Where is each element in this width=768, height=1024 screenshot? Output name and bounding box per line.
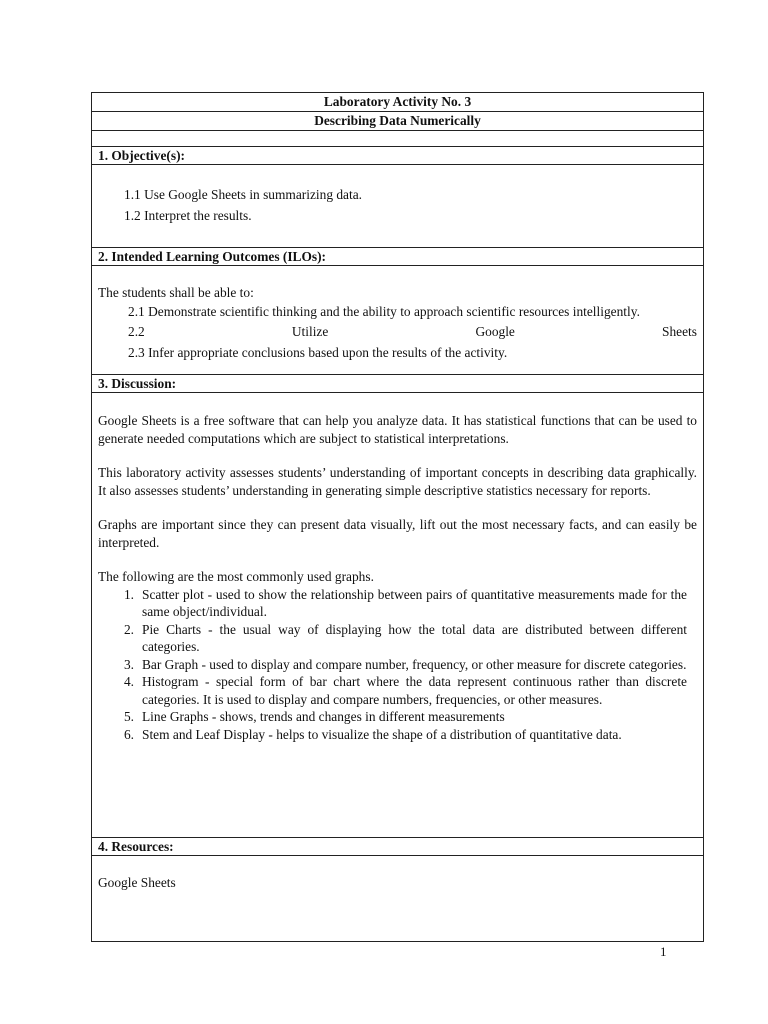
list-item: [98, 673, 697, 708]
list-number: 4.: [123, 674, 134, 689]
page-number: 1: [660, 944, 667, 959]
list-text: Stem and Leaf Display - helps to visualize the shape of a distribution of quantitative data.: [142, 726, 622, 742]
discussion-paragraph: Graphs are important since they can present data visually, lift out the most necessary facts, and can easily be interpreted.: [98, 517, 697, 550]
activity-subtitle: Describing Data Numerically: [92, 112, 704, 131]
resources-text: Google Sheets: [98, 875, 176, 890]
resources-body: [92, 856, 704, 942]
list-text: Bar Graph - used to display and compare number, frequency, or other measure for discrete categories.: [142, 656, 687, 672]
objective-item: 1.1 Use Google Sheets in summarizing data.: [124, 187, 363, 202]
list-number: 1.: [123, 586, 134, 602]
list-text: Line Graphs - shows, trends and changes in different measurements: [142, 709, 505, 724]
list-number: 2.: [123, 621, 134, 637]
list-item: [98, 621, 697, 656]
ilos-header: 2. Intended Learning Outcomes (ILOs):: [92, 248, 704, 266]
ilo-item-2-word: Utilize: [291, 324, 329, 339]
list-number: 3.: [123, 656, 134, 672]
ilos-body: [92, 266, 704, 375]
discussion-paragraph: The following are the most commonly used graphs.: [98, 569, 374, 584]
ilo-item-2: [98, 323, 697, 341]
discussion-header: 3. Discussion:: [92, 375, 704, 393]
discussion-body: [92, 393, 704, 838]
ilo-item-1: 2.1 Demonstrate scientific thinking and the ability to approach scientific resources intelligently.: [128, 303, 640, 319]
ilo-item-2-word: Google: [475, 324, 515, 339]
spacer-row: [92, 131, 704, 147]
list-text: Pie Charts - the usual way of displaying how the total data are distributed between different categories.: [142, 621, 687, 654]
discussion-paragraph: This laboratory activity assesses students’ understanding of important concepts in describing data graphically. It also assesses students’ understanding in generating simple descriptive statistics necessary for reports.: [98, 465, 697, 498]
objective-item: 1.2 Interpret the results.: [124, 207, 252, 223]
ilos-intro: The students shall be able to:: [98, 285, 254, 300]
list-number: 6.: [123, 726, 134, 742]
discussion-paragraph: Google Sheets is a free software that can help you analyze data. It has statistical functions that can be used to generate needed computations which are subject to statistical interpretations.: [98, 413, 697, 446]
list-number: 5.: [123, 709, 134, 724]
ilo-item-2-word: Sheets: [662, 324, 697, 339]
list-text: Scatter plot - used to show the relationship between pairs of quantitative measurements made for the same object/individual.: [142, 586, 687, 619]
objectives-header: 1. Objective(s):: [92, 147, 704, 165]
activity-title: Laboratory Activity No. 3: [92, 93, 704, 112]
list-text: Histogram - special form of bar chart where the data represent continuous rather than discrete categories. It is used to display and compare numbers, frequencies, or other measures.: [142, 674, 687, 707]
graph-list: [98, 586, 697, 744]
objectives-body: [92, 165, 704, 248]
activity-table: [91, 92, 704, 942]
ilo-item-2-word: 2.2: [128, 324, 145, 339]
list-item: [98, 726, 697, 744]
list-item: [98, 586, 697, 621]
resources-header: 4. Resources:: [92, 838, 704, 856]
list-item: [98, 656, 697, 674]
ilo-item-3: 2.3 Infer appropriate conclusions based upon the results of the activity.: [128, 344, 508, 360]
list-item: [98, 708, 697, 726]
